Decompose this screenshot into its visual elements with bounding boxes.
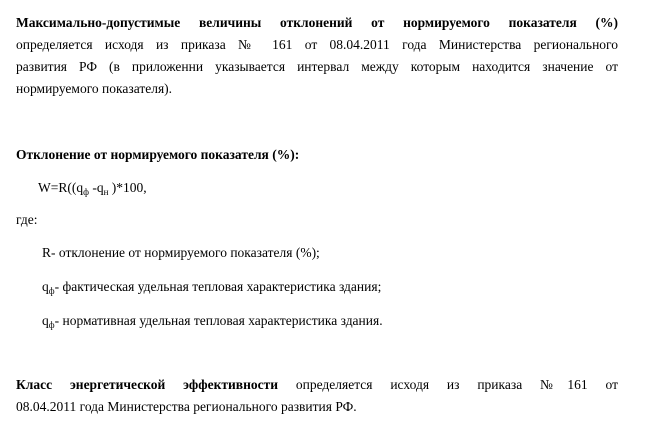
intro-paragraph: [16, 12, 618, 100]
intro-line-3: развития РФ (в приложенни указывается интервал между которым находится значение от: [16, 59, 618, 74]
section-heading: Отклонение от нормируемого показателя (%):: [16, 147, 300, 162]
intro-line-2: определяется исходя из приказа № 161 от 08.04.2011 года Министерства регионального: [16, 37, 618, 52]
definition-q-normative: $q_ф-$ нормативная удельная тепловая характеристика здания.: [42, 313, 383, 330]
class-line-2: 08.04.2011 года Министерства регионального развития РФ.: [16, 399, 357, 414]
class-paragraph: [16, 374, 618, 418]
where-label: где:: [16, 212, 38, 227]
class-line-1: Класс энергетической эффективности определяется исходя из приказа №161 от: [16, 377, 618, 392]
definition-q-actual: $q_ф-$ фактическая удельная тепловая характеристика здания;: [42, 279, 382, 296]
definition-r: R- отклонение от нормируемого показателя (%);: [42, 245, 320, 260]
intro-line-4: нормируемого показателя).: [16, 81, 173, 96]
intro-bold-text: Максимально-допустимые величины отклонений от нормируемого показателя (%): [16, 15, 618, 30]
intro-line-1: [16, 12, 618, 34]
formula: $W=R((q_ф$ $-q_н$ )*100,: [38, 180, 147, 197]
